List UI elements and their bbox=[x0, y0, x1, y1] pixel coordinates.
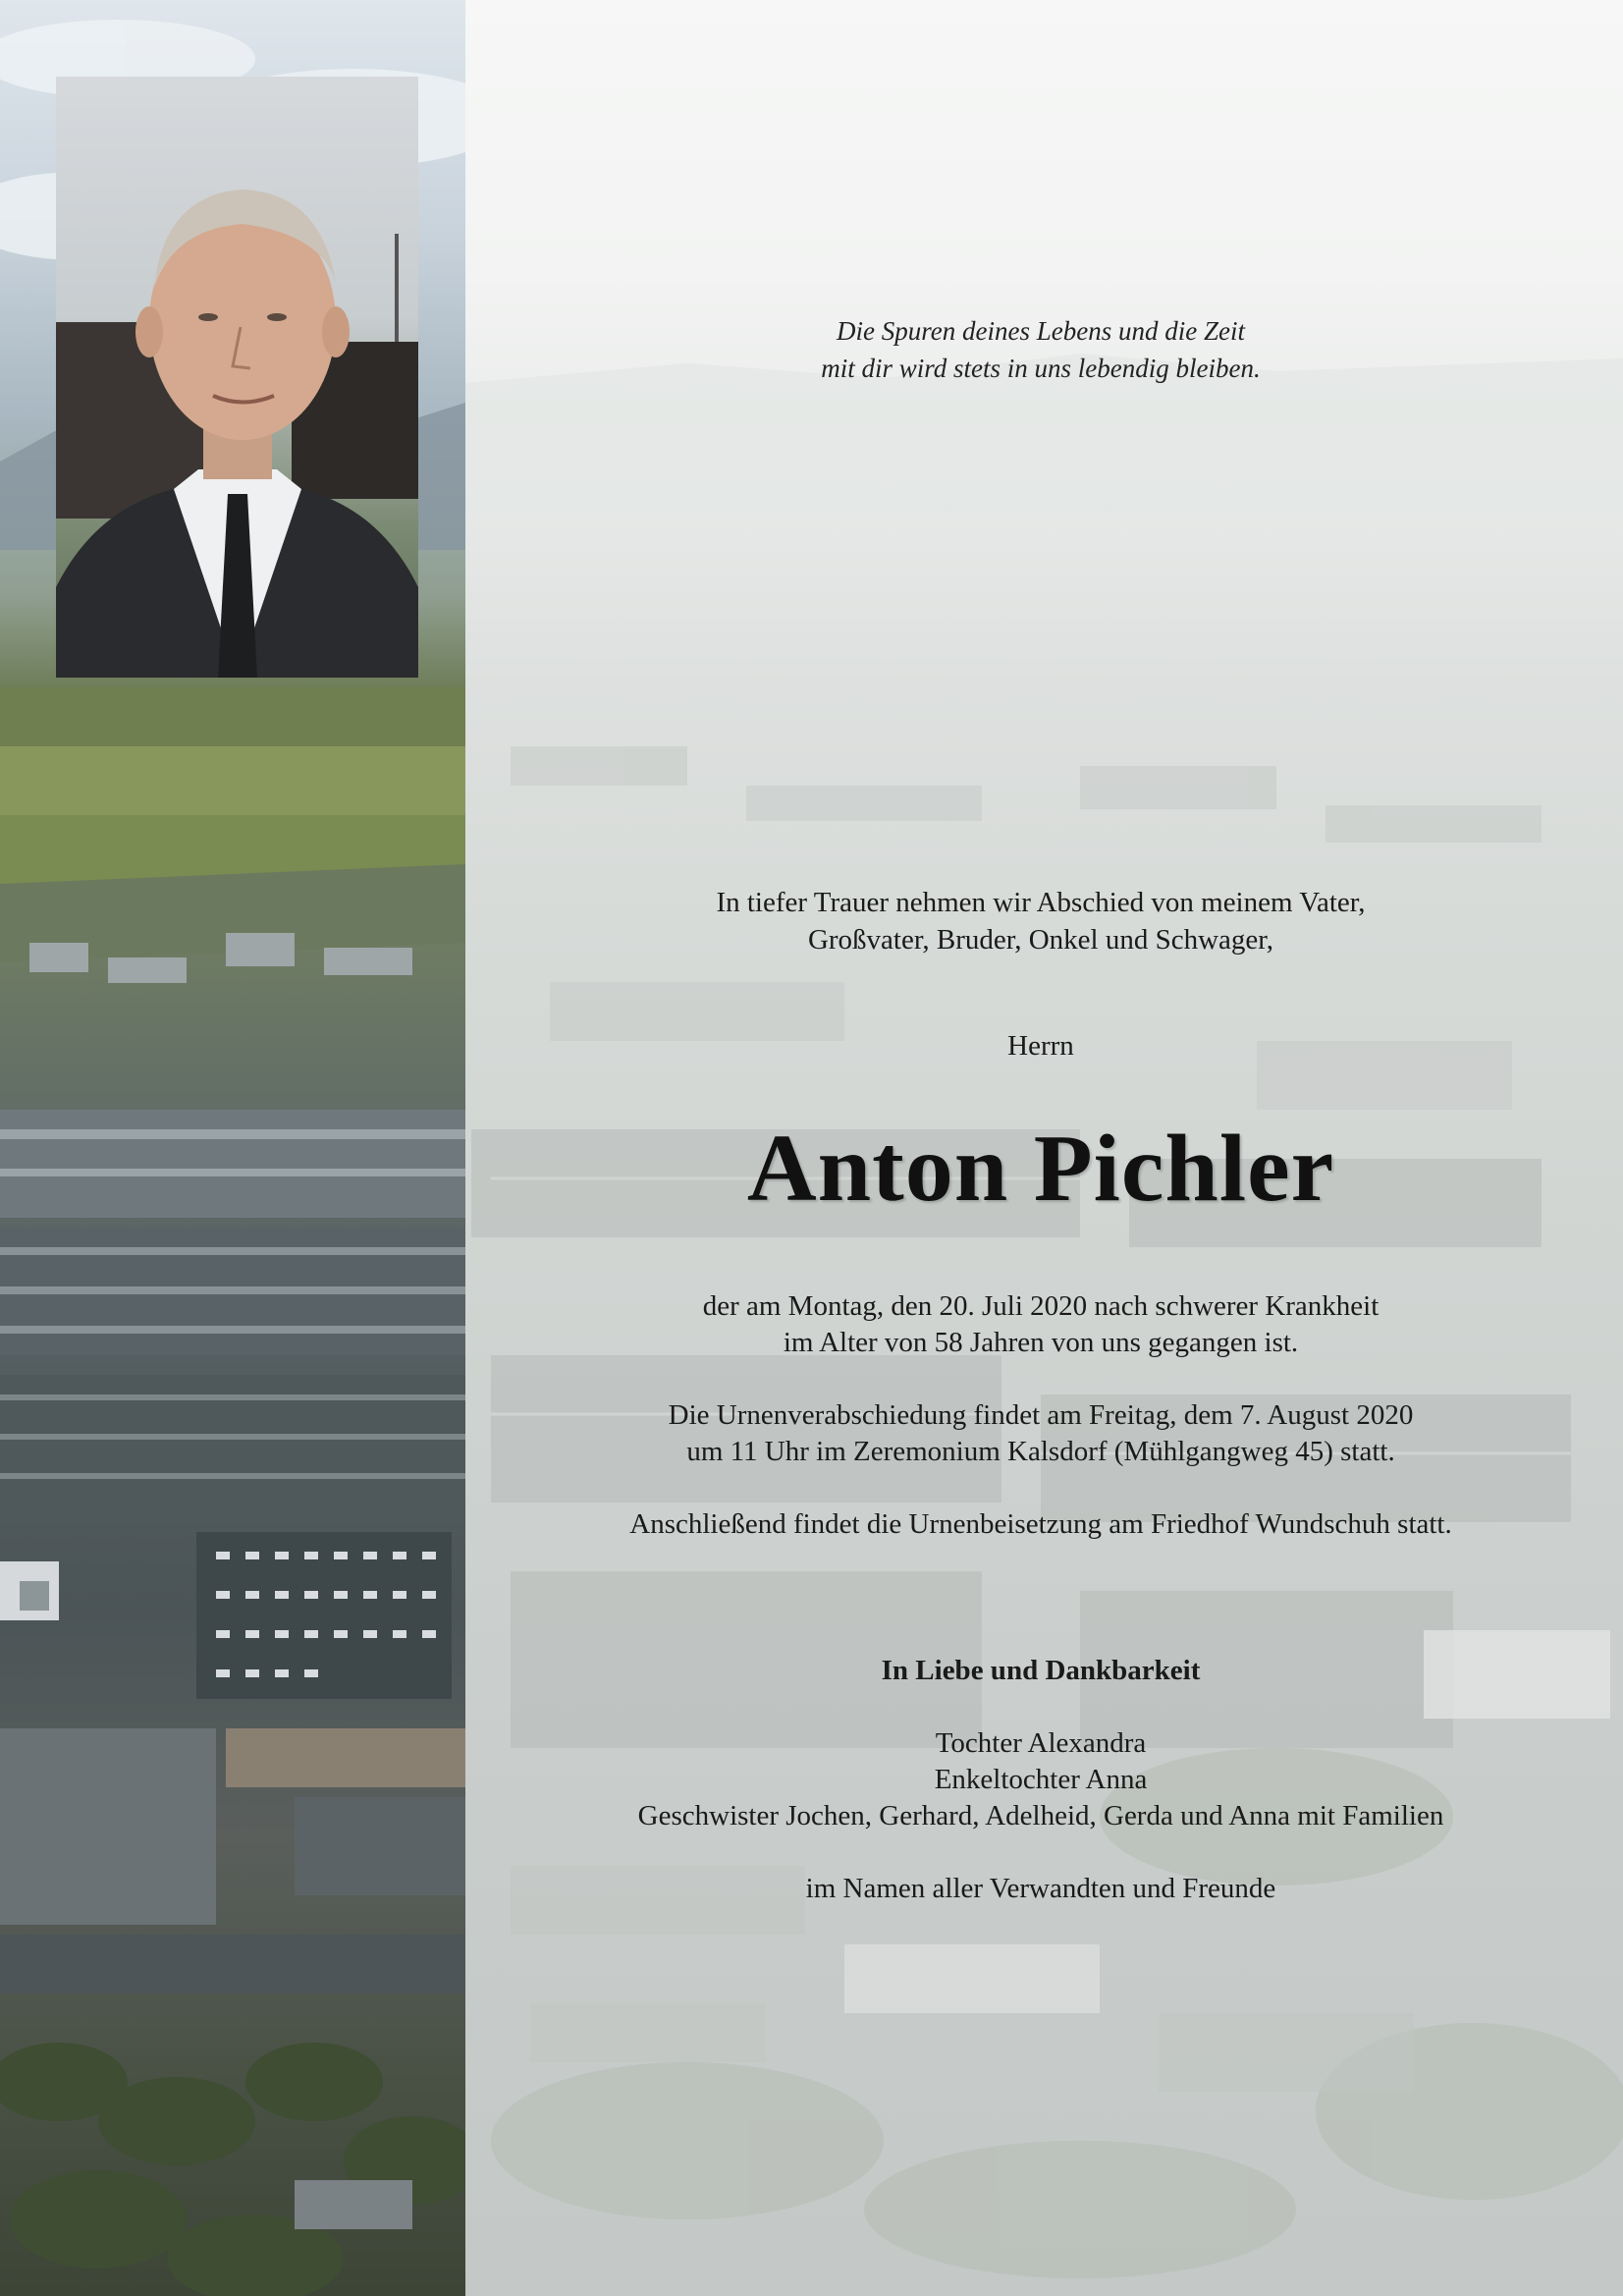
portrait-photo bbox=[56, 77, 418, 678]
family-line-2: Enkeltochter Anna bbox=[934, 1764, 1148, 1795]
motto-line-2: mit dir wird stets in uns lebendig bleiben. bbox=[821, 354, 1261, 383]
intro-line-2: Großvater, Bruder, Onkel und Schwager, bbox=[807, 924, 1274, 956]
family-line-1: Tochter Alexandra bbox=[935, 1727, 1147, 1759]
motto-line-1: Die Spuren deines Lebens und die Zeit bbox=[837, 316, 1245, 346]
salutation: Herrn bbox=[1007, 1030, 1074, 1062]
burial-info: Anschließend findet die Urnenbeisetzung am Friedhof Wundschuh statt. bbox=[629, 1508, 1452, 1540]
death-details bbox=[491, 1288, 1591, 1361]
relatives-line: im Namen aller Verwandten und Freunde bbox=[805, 1873, 1276, 1904]
ceremony-line-1: Die Urnenverabschiedung findet am Freitag, dem 7. August 2020 bbox=[668, 1399, 1414, 1431]
details-line-2: im Alter von 58 Jahren von uns gegangen ist. bbox=[783, 1327, 1299, 1358]
ceremony-line-2: um 11 Uhr im Zeremonium Kalsdorf (Mühlgangweg 45) statt. bbox=[686, 1436, 1395, 1467]
intro-text bbox=[491, 884, 1591, 958]
family-list bbox=[491, 1725, 1591, 1834]
family-line-3: Geschwister Jochen, Gerhard, Adelheid, Gerda und Anna mit Familien bbox=[637, 1800, 1444, 1831]
closing-phrase: In Liebe und Dankbarkeit bbox=[881, 1655, 1201, 1686]
motto-quote bbox=[491, 312, 1591, 387]
ceremony-info bbox=[491, 1397, 1591, 1470]
deceased-name: Anton Pichler bbox=[746, 1116, 1335, 1222]
intro-line-1: In tiefer Trauer nehmen wir Abschied von meinem Vater, bbox=[716, 887, 1366, 918]
details-line-1: der am Montag, den 20. Juli 2020 nach schwerer Krankheit bbox=[702, 1290, 1380, 1322]
